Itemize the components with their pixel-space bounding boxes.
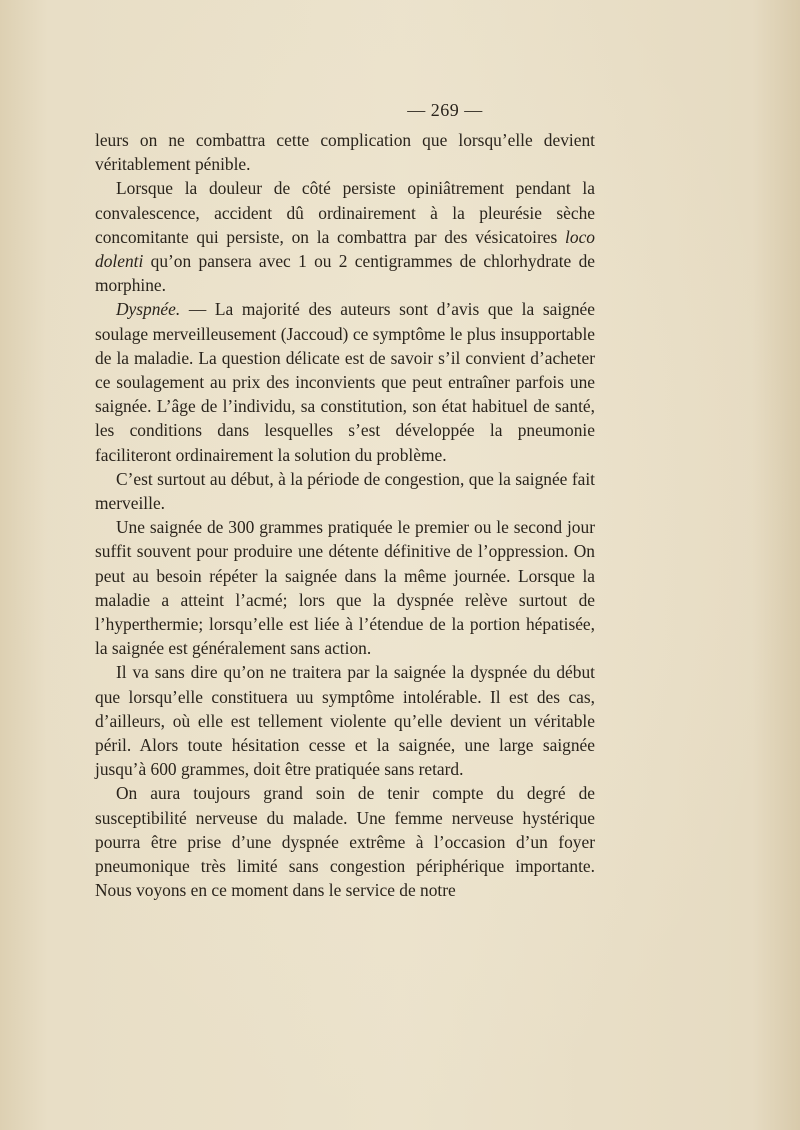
paragraph-nervous xyxy=(95,781,595,902)
paragraph-early-stage xyxy=(95,467,595,515)
paragraph-text-after: qu’on pansera avec 1 ou 2 centigrammes de chlorhydrate de morphine. xyxy=(95,251,595,296)
paragraph-bleeding-dose xyxy=(95,515,595,660)
paragraph-continuation xyxy=(95,128,595,176)
paragraph-text: C’est surtout au début, à la période de congestion, que la saignée fait merveille. xyxy=(95,468,595,514)
paragraph-dyspnea xyxy=(95,297,595,466)
paragraph-text-after: — La majorité des auteurs sont d’avis que la saignée soulage merveilleusement (Jaccoud) ce symptôme le plus insupportable de la maladie. La question délicate est de savoir s’il convient d’acheter ce soulagement au prix des inconvients que peut entraîner parfois une saignée. L’âge de l’individu, sa constitution, son état habituel de santé, les conditions dans lesquelles s’est développée la pneumonie faciliteront ordinairement la solution du problème. xyxy=(95,299,595,465)
paragraph-text: leurs on ne combattra cette complication que lorsqu’elle devient véritablement pénible. xyxy=(95,130,595,175)
page-number: — 269 — xyxy=(407,100,483,120)
paragraph-text: Il va sans dire qu’on ne traitera par la saignée la dyspnée du début que lorsqu’elle constituera uu symptôme intolérable. Il est des cas, d’ailleurs, où elle est tellement violente qu’elle devient un véritable péril. Alors toute hésitation cesse et la saignée, une large saignée jusqu’à 600 grammes, doit être pratiquée sans retard. xyxy=(95,662,595,780)
latin-phrase: loco dolenti xyxy=(95,226,595,272)
body-text xyxy=(95,128,595,903)
paragraph-text: Une saignée de 300 grammes pratiquée le premier ou le second jour suffit souvent pour produire une détente définitive de l’oppression. On peut au besoin répéter la saignée dans la même journée. Lorsque la maladie a atteint l’acmé; lors que la dyspnée relève surtout de l’hyperthermie; lorsqu’elle est liée à l’étendue de la portion hépatisée, la saignée est généralement sans action. xyxy=(95,517,595,659)
section-heading-dyspnea: Dyspnée. xyxy=(116,299,181,320)
paragraph-text: On aura toujours grand soin de tenir compte du degré de susceptibilité nerveuse du malade. Une femme nerveuse hystérique pourra être prise d’une dyspnée extrême à l’occasion d’un foyer pneumonique très limité sans congestion périphérique importante. Nous voyons en ce moment dans le service de notre xyxy=(95,783,595,901)
paragraph-side-pain xyxy=(95,176,595,297)
paragraph-text: Lorsque la douleur de côté persiste opiniâtrement pendant la convalescence, accident dû ordinairement à la pleurésie sèche concomitante qui persiste, on la combattra par des vésicatoires xyxy=(95,178,595,247)
paragraph-intolerable xyxy=(95,660,595,781)
